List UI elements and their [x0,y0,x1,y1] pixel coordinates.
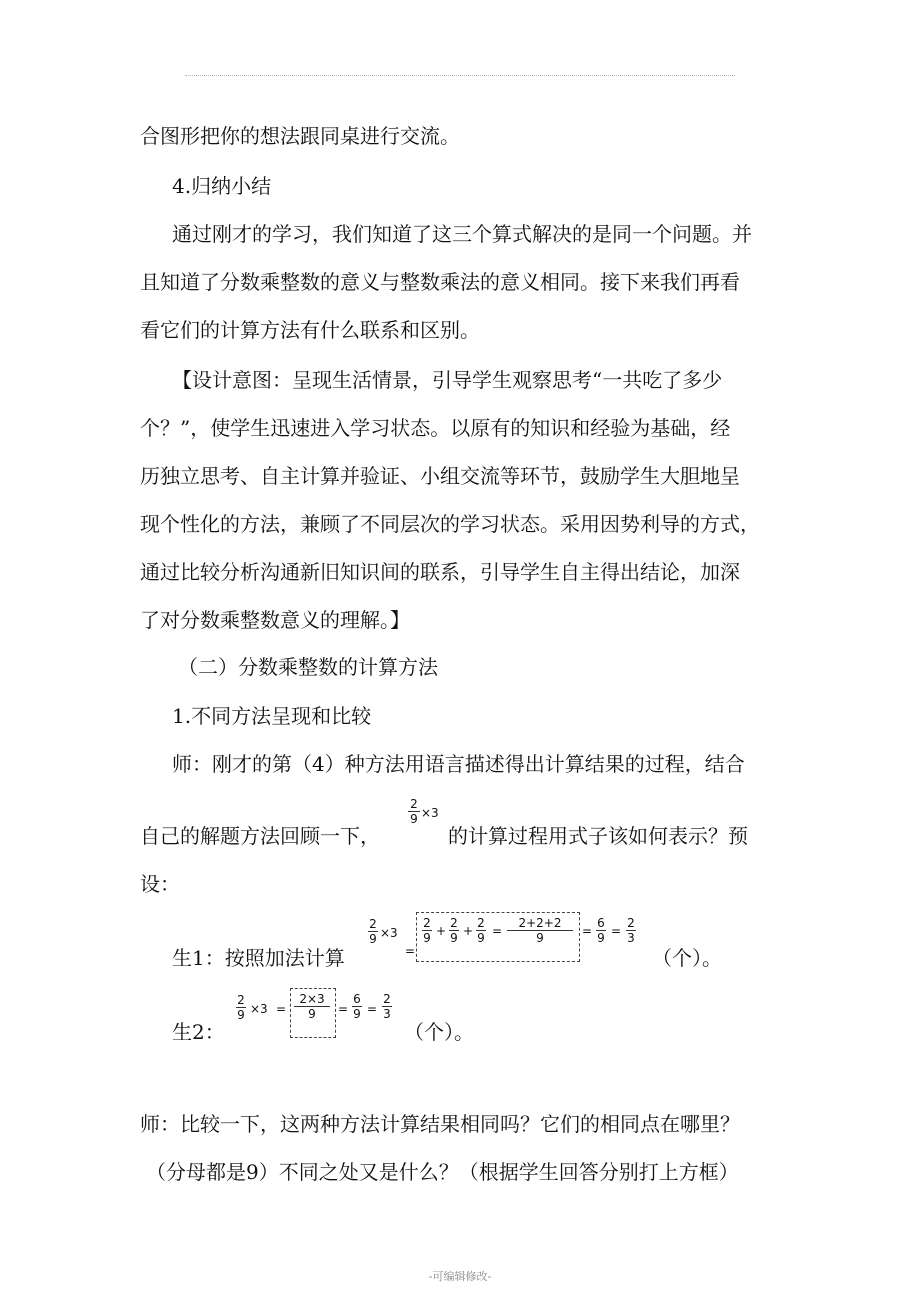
fraction: 2 9 [423,916,431,945]
student-1-label: 生1：按照加法计算 [172,946,345,970]
fraction: 2 9 [237,993,245,1022]
design-intent-line: 通过比较分析沟通新旧知识间的联系，引导学生自主得出结论，加深 [140,560,740,584]
times-three: ×3 [380,926,398,940]
fraction: 2×3 9 [294,992,330,1021]
equals-sign: = [276,1002,287,1016]
design-intent-line: 历独立思考、自主计算并验证、小组交流等环节，鼓励学生大胆地呈 [140,464,740,488]
plus-sign: + [436,924,447,938]
page-footer: -可编辑修改- [428,1270,492,1283]
paragraph-line: 通过刚才的学习，我们知道了这三个算式解决的是同一个问题。并 [172,222,752,246]
fraction: 6 9 [597,916,605,945]
unit-label: （个）。 [404,1020,474,1044]
design-intent-line: 了对分数乘整数意义的理解。】 [140,608,410,632]
equals-sign: = [405,944,416,958]
paragraph-line: 师：刚才的第（4）种方法用语言描述得出计算结果的过程，结合 [172,752,745,776]
plus-sign: + [463,924,474,938]
fraction: 2 3 [627,916,635,945]
fraction: 2 9 [477,916,485,945]
fraction: 2 3 [383,992,391,1021]
paragraph-line: 设： [140,872,180,896]
fraction: 2 9 [408,797,420,826]
equals-sign: = [367,1002,378,1016]
times-three: ×3 [421,806,439,820]
design-intent-line: 【设计意图：呈现生活情景，引导学生观察思考“一共吃了多少 [172,368,723,392]
times-three: ×3 [250,1002,268,1016]
unit-label: （个）。 [652,946,722,970]
equals-sign: = [492,924,503,938]
paragraph-line: 合图形把你的想法跟同桌进行交流。 [140,124,460,148]
fraction: 6 9 [353,992,361,1021]
paragraph-line: 师：比较一下，这两种方法计算结果相同吗？它们的相同点在哪里？ [140,1112,740,1136]
paragraph-line: 自己的解题方法回顾一下， [140,824,380,848]
paragraph-line: 且知道了分数乘整数的意义与整数乘法的意义相同。接下来我们再看 [140,270,740,294]
subsection-heading: 1.不同方法呈现和比较 [172,704,372,728]
equals-sign: = [611,924,622,938]
paragraph-line: 的计算过程用式子该如何表示？预 [448,824,748,848]
header-rule [185,75,735,76]
design-intent-line: 个？”，使学生迅速进入学习状态。以原有的知识和经验为基础，经 [140,416,731,440]
section-heading: （二）分数乘整数的计算方法 [178,655,438,679]
fraction: 2+2+2 9 [507,916,573,945]
design-intent-line: 现个性化的方法，兼顾了不同层次的学习状态。采用因势利导的方式， [140,512,760,536]
fraction: 2 9 [450,916,458,945]
paragraph-line: （分母都是9）不同之处又是什么？（根据学生回答分别打上方框） [146,1160,739,1184]
equals-sign: = [338,1002,349,1016]
section-heading: 4.归纳小结 [172,174,272,198]
fraction: 2 9 [369,917,377,946]
student-2-label: 生2： [172,1020,225,1044]
paragraph-line: 看它们的计算方法有什么联系和区别。 [140,318,480,342]
equals-sign: = [582,924,593,938]
